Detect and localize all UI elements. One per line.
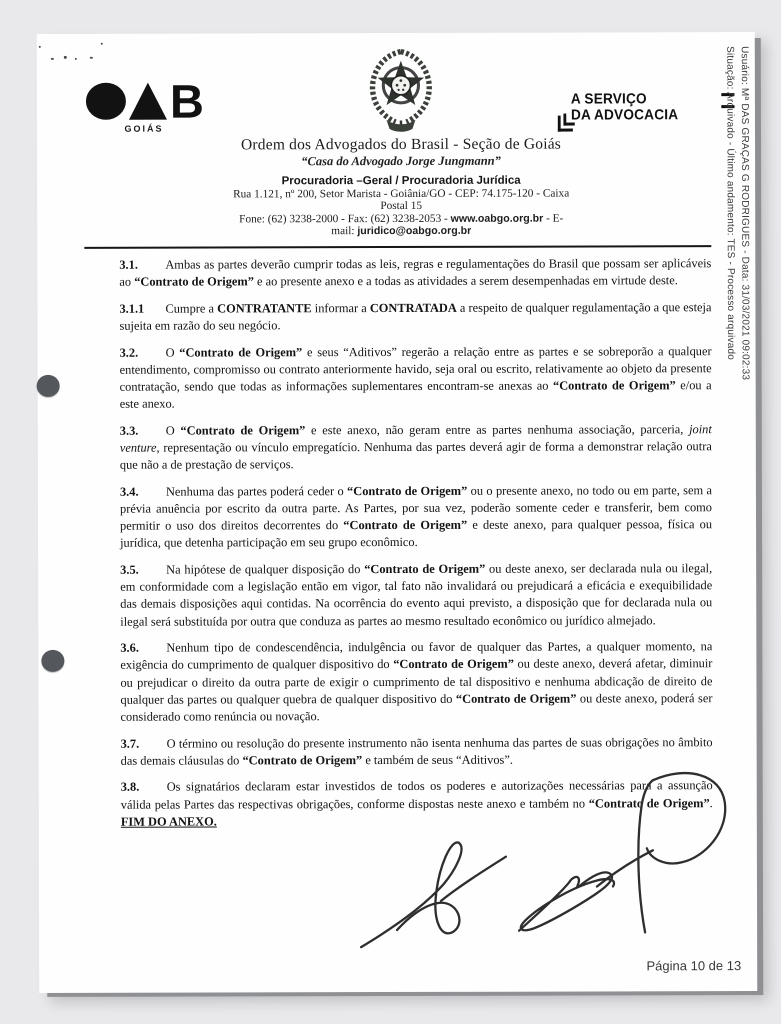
oab-logo-o-shape <box>86 83 126 120</box>
text-run: “Contrato de Origem” <box>179 344 303 360</box>
signature-middle <box>519 872 614 930</box>
clause-3-2 <box>120 343 712 413</box>
text-run: , representação ou vínculo empregatício. Nenhuma das partes deverá agir de forma a demonstrar relação outra que não a de prestação de serviços. <box>119 439 712 472</box>
text-run: CONTRATANTE <box>217 301 312 316</box>
text-run: informar a <box>311 300 370 316</box>
text-run: “Contrato de Origem” <box>364 561 486 577</box>
clause-number: 3.1.1 <box>119 301 145 316</box>
contract-body <box>37 247 757 831</box>
text-run: Nenhum tipo de condescendência, indulgência ou favor de qualquer das Partes, a qualquer momento, na exigência do cumprimento de qualquer dispositivo do <box>120 639 713 673</box>
clause-number: 3.2. <box>119 345 139 360</box>
hole-punch-bottom <box>41 650 64 672</box>
text-run: juridico@oabgo.org.br <box>357 224 472 238</box>
clause-number: 3.5. <box>120 562 139 577</box>
text-run: e/ou a este anexo. <box>119 378 712 411</box>
stamp-corner-bracket-icon <box>558 116 573 132</box>
ink-speck <box>101 43 103 45</box>
text-run: a respeito de qualquer regulamentação a que esteja sujeita em razão do seu negócio. <box>119 300 712 333</box>
text-run: Cumpre a <box>165 301 218 316</box>
clause-3-7 <box>121 734 713 770</box>
ink-speck <box>90 57 93 59</box>
text-run: e seus “Aditivos” regerão a relação entre as partes e se sobreporão a qualquer entendimento, compromisso ou contrato anteriormente havido, seja oral ou escrito, relativamente ao objeto da presente contratação, sendo que todas as informações suplementares encontram-se anexas ao <box>119 343 712 394</box>
clause-3-6 <box>120 638 712 725</box>
text-run: “Contrato de Origem” <box>343 518 468 533</box>
process-status-margin-stamp <box>722 46 752 606</box>
letterhead <box>37 32 756 238</box>
stamp-line1: A SERVIÇO <box>570 91 647 108</box>
clause-3-4 <box>120 482 712 552</box>
oab-logo-a-shape <box>129 83 167 120</box>
text-run: Nenhuma das partes poderá ceder o <box>165 484 348 499</box>
text-run: Ambas as partes deverão cumprir todas as leis, regras e regulamentações do Brasil que possam ser aplicáveis ao <box>119 256 712 289</box>
margin-stamp-user-line: Usuário: Mª DAS GRAÇAS G RODRIGUES - Data: 31/03/2021 09:02:33 <box>738 46 751 381</box>
text-run: “Contrato de Origem” <box>242 752 363 768</box>
document-page <box>37 32 758 993</box>
text-run: CONTRATADA <box>369 300 457 315</box>
text-run: . <box>709 795 713 810</box>
contact-line <box>231 213 571 238</box>
text-run: e também de seus “Aditivos”. <box>362 752 513 767</box>
ink-speck <box>64 56 67 59</box>
margin-stamp-status-line: Situação: Arquivado - Último andamento: TES - Processo arquivado <box>724 46 737 361</box>
text-run: ou deste anexo, deverá afetar, diminuir ou prejudicar o direito da outra parte de exigir o cumprimento de tal dispositivo e nenhuma abdicação de direito de qualquer das partes ou qualquer quebra de qualquer dispositivo do <box>120 656 713 707</box>
oab-logo <box>75 47 213 237</box>
text-run: “Contrato de Origem” <box>180 423 306 438</box>
clause-3-8 <box>121 778 713 831</box>
oab-logo-goias-label: GOIÁS <box>124 123 164 134</box>
department-line: Procuradoria –Geral / Procuradoria Jurídica <box>281 174 521 188</box>
signature-left <box>361 842 506 947</box>
text-run: e ao presente anexo e a todas as atividades a serem desempenhadas em virtude deste. <box>253 273 678 289</box>
oab-logo-mark <box>75 74 213 128</box>
org-name: Ordem dos Advogados do Brasil - Seção de Goiás <box>240 135 562 154</box>
org-subtitle: “Casa do Advogado Jorge Jungmann” <box>301 153 501 169</box>
stamp-line2: DA ADVOCACIA <box>570 106 679 124</box>
text-run: - E-mail: <box>331 212 564 238</box>
a-servico-da-advocacia-stamp <box>571 92 720 124</box>
clause-number: 3.7. <box>120 736 140 751</box>
text-run: O término ou resolução do presente instrumento não isenta nenhuma das partes de suas obrigações no âmbito das demais cláusulas do <box>120 734 713 768</box>
hole-punch-top <box>37 375 60 397</box>
oab-logo-b-shape: B <box>169 74 202 128</box>
text-run: e este anexo, não geram entre as partes nenhuma associação, parceria, <box>305 422 690 438</box>
text-run: O <box>165 423 181 438</box>
brazil-coat-of-arms-icon <box>362 47 440 135</box>
text-run: “Contrato de Origem” <box>347 483 468 499</box>
text-run: “Contrato de Origem” <box>134 274 254 289</box>
clause-3-3 <box>120 421 712 474</box>
clause-3-1-1 <box>119 299 711 335</box>
clause-number: 3.6. <box>120 640 139 655</box>
text-run: e deste anexo, para qualquer pessoa, física ou jurídica, que detenha participação em seu grupo econômico. <box>120 517 713 551</box>
text-run: “Contrato de Origem” <box>455 691 577 706</box>
text-run: Fone: (62) 3238-2000 - Fax: (62) 3238-2053 - <box>239 212 451 226</box>
text-run: ou deste anexo, ser declarada nula ou ilegal, em conformidade com a legislação então em vigor, tal fato não invalidará ou prejudicará a eficácia e exequibilidade das demais disposições aqui contidas. Na ocorrência do evento aqui previsto, a disposição que for declarada nula ou ilegal será substituída por outra que conduza as partes ao mesmo resultado econômico ou jurídico almejado. <box>120 561 713 629</box>
text-run: “Contrato de Origem” <box>553 378 676 393</box>
page-number: Página 10 de 13 <box>646 958 742 974</box>
ink-speck <box>51 58 54 60</box>
address-line: Rua 1.121, nº 200, Setor Marista - Goiânia/GO - CEP: 74.175-120 - Caixa Postal 15 <box>233 187 570 213</box>
ink-speck <box>39 46 41 48</box>
text-run: O <box>165 345 180 360</box>
text-run: “Contrato de Origem” <box>393 657 514 672</box>
clause-number: 3.8. <box>120 780 140 795</box>
clause-number: 3.3. <box>119 423 139 438</box>
clause-3-1 <box>119 255 711 291</box>
ink-speck <box>75 58 77 60</box>
text-run: ou o presente anexo, no todo ou em parte, sem a prévia anuência por escrito da outra parte. As Partes, por sua vez, poderão somente ceder e transferir, bem como permitir o uso dos direitos decorrentes do <box>119 483 713 533</box>
text-run: FIM DO ANEXO. <box>120 814 217 829</box>
text-run: Os signatários declaram estar investidos de todos os poderes e autorizações necessárias para a assunção válida pelas Partes das respectivas obrigações, conforme dispostas neste anexo e também no <box>120 778 713 812</box>
clause-number: 3.4. <box>119 484 139 499</box>
text-run: ou deste anexo, poderá ser considerado como renúncia ou novação. <box>120 690 713 724</box>
text-run: joint venture <box>119 422 712 455</box>
clause-number: 3.1. <box>119 257 138 272</box>
text-run: Na hipótese de qualquer disposição do <box>166 562 365 577</box>
clause-3-5 <box>120 560 712 630</box>
text-run: “Contrato de Origem” <box>588 795 710 811</box>
text-run: www.oabgo.org.br <box>450 212 544 225</box>
